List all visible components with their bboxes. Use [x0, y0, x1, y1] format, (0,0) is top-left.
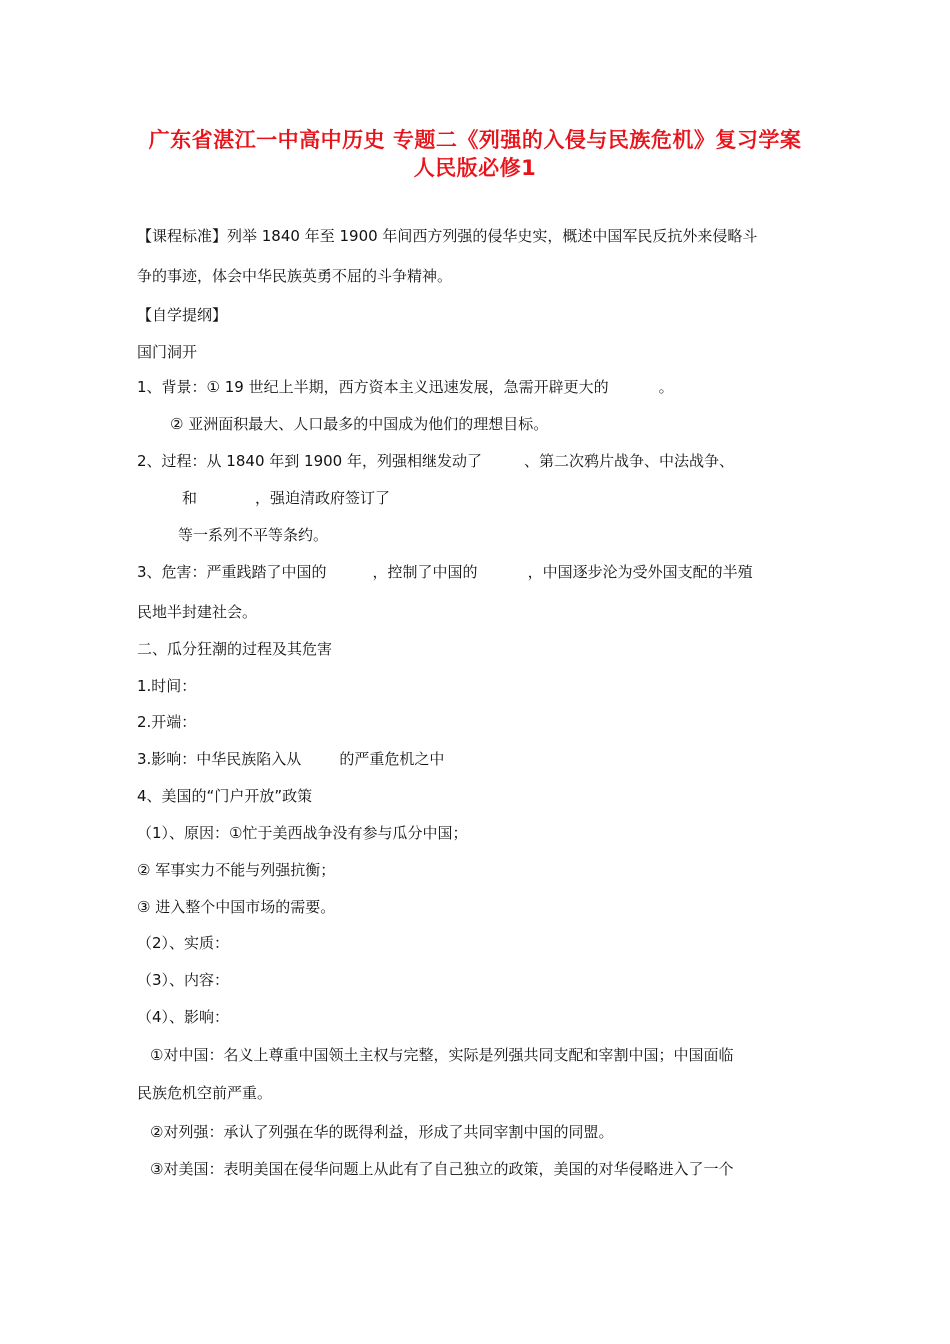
open-door-reason-3: ③ 进入整个中国市场的需要。 — [137, 898, 336, 916]
process-line-3: 等一系列不平等条约。 — [178, 526, 329, 544]
background-end: 。 — [658, 378, 674, 396]
impact-text-b: 的严重危机之中 — [339, 750, 445, 768]
background-line-2: ② 亚洲面积最大、人口最多的中国成为他们的理想目标。 — [170, 415, 549, 433]
impact-usa: ③对美国：表明美国在侵华问题上从此有了自己独立的政策，美国的对华侵略进入了一个 — [150, 1160, 734, 1178]
harm-text-a: 3、危害：严重践踏了中国的 — [137, 563, 327, 581]
background-text: 1、背景：① 19 世纪上半期，西方资本主义迅速发展，急需开辟更大的 — [137, 378, 609, 396]
harm-text-c: ，中国逐步沦为受外国支配的半殖 — [527, 563, 753, 581]
open-door-reason-2: ② 军事实力不能与列强抗衡； — [137, 861, 336, 879]
process-treaties: ，强迫清政府签订了 — [255, 489, 391, 507]
process-and: 和 — [182, 489, 198, 507]
partition-time: 1.时间： — [137, 677, 197, 695]
section-heading-partition: 二、瓜分狂潮的过程及其危害 — [137, 640, 333, 658]
open-door-essence: （2）、实质： — [137, 934, 230, 952]
process-line-1 — [137, 451, 734, 471]
harm-text-b: ，控制了中国的 — [372, 563, 478, 581]
impact-china-line-2: 民族危机空前严重。 — [137, 1084, 273, 1102]
document-subtitle: 人民版必修1 — [413, 156, 537, 180]
background-line-1 — [137, 377, 674, 397]
self-study-heading: 【自学提纲】 — [137, 306, 228, 324]
document-title: 广东省湛江一中高中历史 专题二《列强的入侵与民族危机》复习学案 — [148, 128, 802, 152]
open-door-reason-1: （1）、原因：①忙于美西战争没有参与瓜分中国； — [137, 824, 468, 842]
open-door-content: （3）、内容： — [137, 971, 230, 989]
impact-china-line-1: ①对中国：名义上尊重中国领土主权与完整，实际是列强共同支配和宰割中国；中国面临 — [150, 1046, 734, 1064]
process-text-b: 、第二次鸦片战争、中法战争、 — [523, 452, 734, 470]
harm-line-1 — [137, 562, 753, 582]
harm-line-2: 民地半封建社会。 — [137, 603, 258, 621]
curriculum-standard-line-2: 争的事迹，体会中华民族英勇不屈的斗争精神。 — [137, 267, 453, 285]
impact-text-a: 3.影响：中华民族陷入从 — [137, 750, 302, 768]
open-door-heading: 4、美国的“门户开放”政策 — [137, 787, 313, 805]
curriculum-standard-line-1: 【课程标准】列举 1840 年至 1900 年间西方列强的侵华史实，概述中国军民反抗外来侵略斗 — [137, 227, 758, 245]
process-text-a: 2、过程：从 1840 年到 1900 年，列强相继发动了 — [137, 452, 482, 470]
impact-powers: ②对列强：承认了列强在华的既得利益，形成了共同宰割中国的同盟。 — [150, 1123, 614, 1141]
section-heading-gates-opened: 国门洞开 — [137, 343, 198, 361]
partition-impact — [137, 749, 444, 769]
partition-start: 2.开端： — [137, 713, 197, 731]
open-door-impact: （4）、影响： — [137, 1008, 230, 1026]
process-line-2 — [182, 488, 390, 508]
